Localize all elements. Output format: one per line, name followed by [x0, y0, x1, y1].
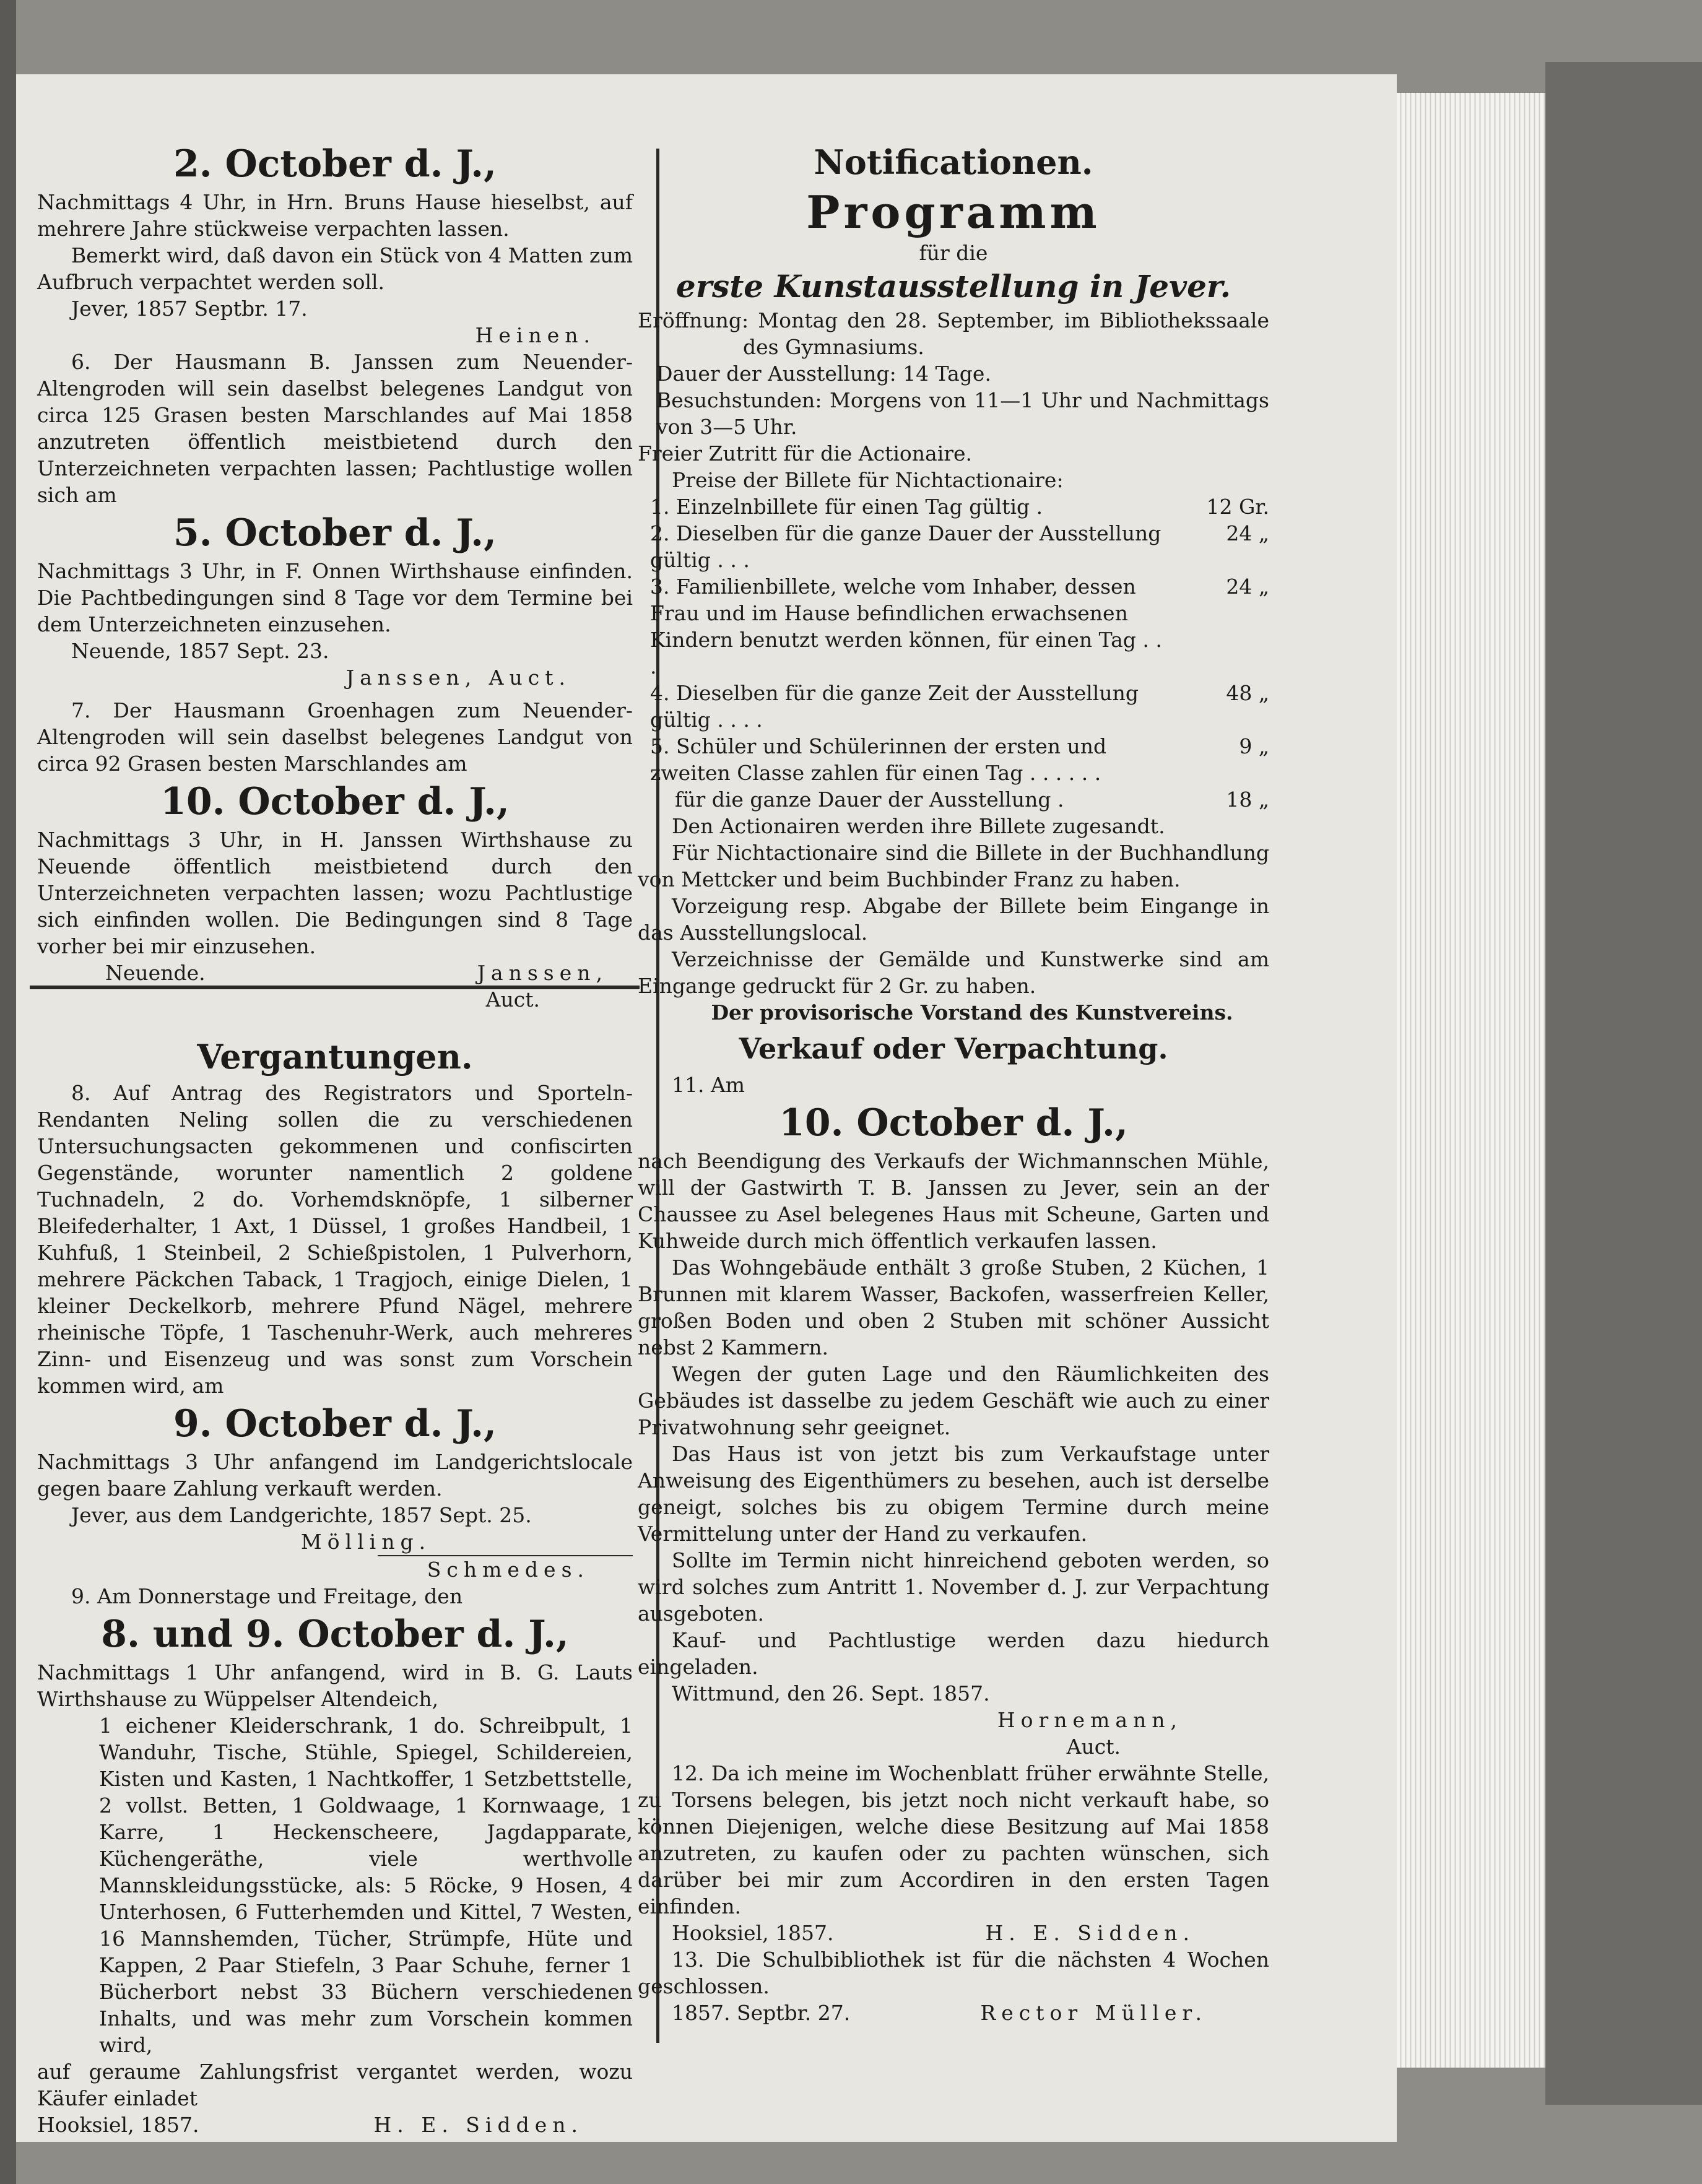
- notice-place: Hooksiel, 1857.: [672, 1921, 834, 1945]
- program-note: Vorzeigung resp. Abgabe der Billete beim Eingange in das Ausstellungslocal.: [638, 894, 1269, 945]
- signature: Schmedes.: [378, 1555, 633, 1583]
- price-value: 48 „: [1226, 681, 1269, 705]
- signature: Heinen.: [475, 323, 596, 347]
- notice-text: Nachmittags 4 Uhr, in Hrn. Bruns Hause hieselbst, auf mehrere Jahre stückweise verpachten lassen.: [37, 190, 633, 241]
- program-subtitle: erste Kunstausstellung in Jever.: [675, 268, 1231, 305]
- program-note: Verzeichnisse der Gemälde und Kunstwerke sind am Eingange gedruckt für 2 Gr. zu haben.: [638, 947, 1269, 998]
- section-heading-verkauf: Verkauf oder Verpachtung.: [739, 1032, 1168, 1065]
- notice-text: Kauf- und Pachtlustige werden dazu hiedurch eingeladen.: [638, 1628, 1269, 1679]
- notice-text: Bemerkt wird, daß davon ein Stück von 4 Matten zum Aufbruch verpachtet werden soll.: [37, 243, 633, 294]
- price-label: für die ganze Dauer der Ausstellung .: [675, 787, 1064, 812]
- page-stack-edges: [1397, 93, 1545, 2068]
- price-label: 2. Dieselben für die ganze Dauer der Ausstellung gültig . . .: [650, 521, 1161, 572]
- left-column: [37, 139, 633, 2138]
- notice-text: nach Beendigung des Verkaufs der Wichmannschen Mühle, will der Gastwirth T. B. Janssen zu Jever, sein an der Chaussee zu Asel belegenes Haus mit Scheune, Garten und Kuhweide durch mich öffentlich verkaufen lassen.: [638, 1149, 1269, 1253]
- signature: Rector Müller.: [980, 2001, 1207, 2025]
- price-value: 24 „: [1226, 574, 1269, 599]
- notice-8: 8. Auf Antrag des Registrators und Sporteln-Rendanten Neling sollen die zu verschiedenen Untersuchungsacten gekommenen und confiscirten Gegenstände, worunter namentlich 2 goldene Tuchnadeln, 2 do. Vorhemdsknöpfe, 1 silberner Bleifederhalter, 1 Axt, 1 Düssel, 1 großes Handbeil, 1 Kuhfuß, 1 Steinbeil, 2 Schießpistolen, 1 Pulverhorn, mehrere Päckchen Taback, 1 Tragjoch, einige Dielen, 1 kleiner Deckelkorb, mehrere Pfund Nägel, mehrere rheinische Töpfe, 1 Taschenuhr-Werk, auch mehreres Zinn- und Eisenzeug und was sonst zum Vorschein kommen wird, am: [37, 1081, 633, 1398]
- section-heading-notificationen: Notificationen.: [814, 142, 1093, 182]
- program-opening: Eröffnung: Montag den 28. September, im Bibliothekssaale des Gymnasiums.: [638, 308, 1269, 359]
- notice-date: Wittmund, den 26. Sept. 1857.: [672, 1681, 990, 1705]
- notice-text: Das Haus ist von jetzt bis zum Verkaufstage unter Anweisung des Eigenthümers zu besehen, auch ist derselbe geneigt, solches bis zu obigem Termine durch meine Vermittelung unter der Hand zu verkaufen.: [638, 1442, 1269, 1546]
- notice-13: 13. Die Schulbibliothek ist für die nächsten 4 Wochen geschlossen.: [638, 1948, 1269, 1998]
- signature: H. E. Sidden.: [373, 2113, 583, 2137]
- notice-11: 11. Am: [672, 1073, 745, 1097]
- program-note: Den Actionairen werden ihre Billete zugesandt.: [672, 814, 1165, 838]
- notice-date: Neuende, 1857 Sept. 23.: [71, 639, 329, 663]
- price-value: 9 „: [1239, 734, 1269, 758]
- date-heading: 2. October d. J.,: [173, 142, 497, 186]
- notice-text: Nachmittags 1 Uhr anfangend, wird in B. G. Lauts Wirthshause zu Wüppelser Altendeich,: [37, 1660, 633, 1711]
- notice-place: Hooksiel, 1857.: [37, 2113, 199, 2137]
- notice-text: Sollte im Termin nicht hinreichend geboten werden, so wird solches zum Antritt 1. November d. J. zur Verpachtung ausgeboten.: [638, 1548, 1269, 1626]
- notice-text: auf geraume Zahlungsfrist vergantet werden, wozu Käufer einladet: [37, 2060, 633, 2110]
- price-row: [650, 493, 1269, 520]
- price-label: 5. Schüler und Schülerinnen der ersten und zweiten Classe zahlen für einen Tag . . . . . .: [650, 734, 1107, 785]
- program-hours: Besuchstunden: Morgens von 11—1 Uhr und Nachmittags von 3—5 Uhr.: [656, 388, 1269, 439]
- right-column: [638, 139, 1269, 2026]
- price-row: [650, 786, 1269, 813]
- program-connector: für die: [919, 241, 988, 265]
- price-value: 24 „: [1226, 521, 1269, 545]
- price-row: [650, 520, 1269, 573]
- book-cover: [1545, 62, 1702, 2105]
- date-heading: 10. October d. J.,: [779, 1101, 1128, 1145]
- date-heading: 10. October d. J.,: [160, 780, 510, 823]
- signature: Janssen, Auct.: [345, 665, 571, 690]
- price-value: 12 Gr.: [1206, 495, 1269, 519]
- date-heading: 8. und 9. October d. J.,: [101, 1613, 569, 1656]
- date-heading: 5. October d. J.,: [173, 511, 497, 555]
- prices-heading: Preise der Billete für Nichtactionaire:: [672, 468, 1064, 492]
- notice-text: Das Wohngebäude enthält 3 große Stuben, 2 Küchen, 1 Brunnen mit klarem Wasser, Backofen, wasserfreien Keller, großen Boden und oben 2 Stuben mit schöner Aussicht nebst 2 Kammern.: [638, 1255, 1269, 1359]
- program-signature: Der provisorische Vorstand des Kunstvereins.: [711, 1000, 1233, 1025]
- notice-12: 12. Da ich meine im Wochenblatt früher erwähnte Stelle, zu Torsens belegen, bis jetzt noch nicht verkauft habe, so können Diejenigen, welche diese Besitzung auf Mai 1858 anzutreten, zu kaufen oder zu pachten wünschen, sich darüber bei mir zum Accordiren in den ersten Tagen einfinden.: [638, 1761, 1269, 1918]
- signature-title: Auct.: [485, 987, 540, 1012]
- notice-date: 1857. Septbr. 27.: [672, 2001, 851, 2025]
- notice-9: 9. Am Donnerstage und Freitage, den: [71, 1584, 463, 1608]
- signature: Hornemann,: [997, 1708, 1183, 1732]
- notice-text: Nachmittags 3 Uhr anfangend im Landgerichtslocale gegen baare Zahlung verkauft werden.: [37, 1450, 633, 1501]
- notice-text: Nachmittags 3 Uhr, in H. Janssen Wirthshause zu Neuende öffentlich meistbietend durch den Unterzeichneten verpachten lassen; wozu Pachtlustige sich einfinden wollen. Die Bedingungen sind 8 Tage vorher bei mir einzusehen.: [37, 828, 633, 958]
- price-row: [650, 573, 1269, 680]
- notice-date: Jever, 1857 Septbr. 17.: [71, 297, 308, 321]
- program-note: Für Nichtactionaire sind die Billete in der Buchhandlung von Mettcker und beim Buchbinder Franz zu haben.: [638, 841, 1269, 891]
- date-heading: 9. October d. J.,: [173, 1402, 497, 1445]
- item-list: 1 eichener Kleiderschrank, 1 do. Schreibpult, 1 Wanduhr, Tische, Stühle, Spiegel, Schildereien, Kisten und Kasten, 1 Nachtkoffer, 1 Setzbettstelle, 2 vollst. Betten, 1 Goldwaage, 1 Kornwaage, 1 Karre, 1 Heckenscheere, Jagdapparate, Küchengeräthe, viele werthvolle Mannskleidungsstücke, als: 5 Röcke, 9 Hosen, 4 Unterhosen, 6 Futterhemden und Kittel, 7 Westen, 16 Mannshemden, Tücher, Strümpfe, Hüte und Kappen, 2 Paar Stiefeln, 3 Paar Schuhe, ferner 1 Bücherbort nebst 33 Büchern verschiedenen Inhalts, und was mehr zum Vorschein kommen wird,: [99, 1714, 633, 2057]
- notice-text: Nachmittags 3 Uhr, in F. Onnen Wirthshause einfinden. Die Pachtbedingungen sind 8 Tage vor dem Termine bei dem Unterzeichneten einzusehen.: [37, 559, 633, 636]
- price-label: 4. Dieselben für die ganze Zeit der Ausstellung gültig . . . .: [650, 681, 1139, 732]
- notice-text: Wegen der guten Lage und den Räumlichkeiten des Gebäudes ist dasselbe zu jedem Geschäft wie auch zu einer Privatwohnung sehr geeignet.: [638, 1362, 1269, 1439]
- price-row: [650, 733, 1269, 786]
- signature: Mölling.: [300, 1530, 432, 1554]
- notice-place: Neuende.: [105, 961, 206, 985]
- price-list: [638, 493, 1269, 813]
- signature: Janssen,: [477, 961, 608, 985]
- notice-7: 7. Der Hausmann Groenhagen zum Neuender-Altengroden will sein daselbst belegenes Landgut von circa 92 Grasen besten Marschlandes am: [37, 698, 633, 776]
- price-value: 18 „: [1226, 787, 1269, 812]
- price-label: 3. Familienbillete, welche vom Inhaber, dessen Frau und im Hause befindlichen erwachsenen Kindern benutzt werden können, für einen Tag . . .: [650, 574, 1162, 678]
- program-duration: Dauer der Ausstellung: 14 Tage.: [656, 362, 991, 386]
- notice-6: 6. Der Hausmann B. Janssen zum Neuender-Altengroden will sein daselbst belegenes Landgut von circa 125 Grasen besten Marschlandes auf Mai 1858 anzutreten öffentlich meistbietend durch den Unterzeichneten verpachten lassen; Pachtlustige wollen sich am: [37, 350, 633, 507]
- section-heading-vergantungen: Vergantungen.: [197, 1037, 473, 1077]
- program-free-entry: Freier Zutritt für die Actionaire.: [638, 441, 973, 466]
- signature-title: Auct.: [1066, 1735, 1121, 1759]
- adjacent-page-edge: [0, 0, 16, 2184]
- program-title: Programm: [806, 186, 1101, 238]
- price-label: 1. Einzelnbillete für einen Tag gültig .: [650, 495, 1043, 519]
- price-row: [650, 680, 1269, 733]
- notice-date: Jever, aus dem Landgerichte, 1857 Sept. 25.: [71, 1503, 532, 1527]
- signature: H. E. Sidden.: [985, 1921, 1195, 1945]
